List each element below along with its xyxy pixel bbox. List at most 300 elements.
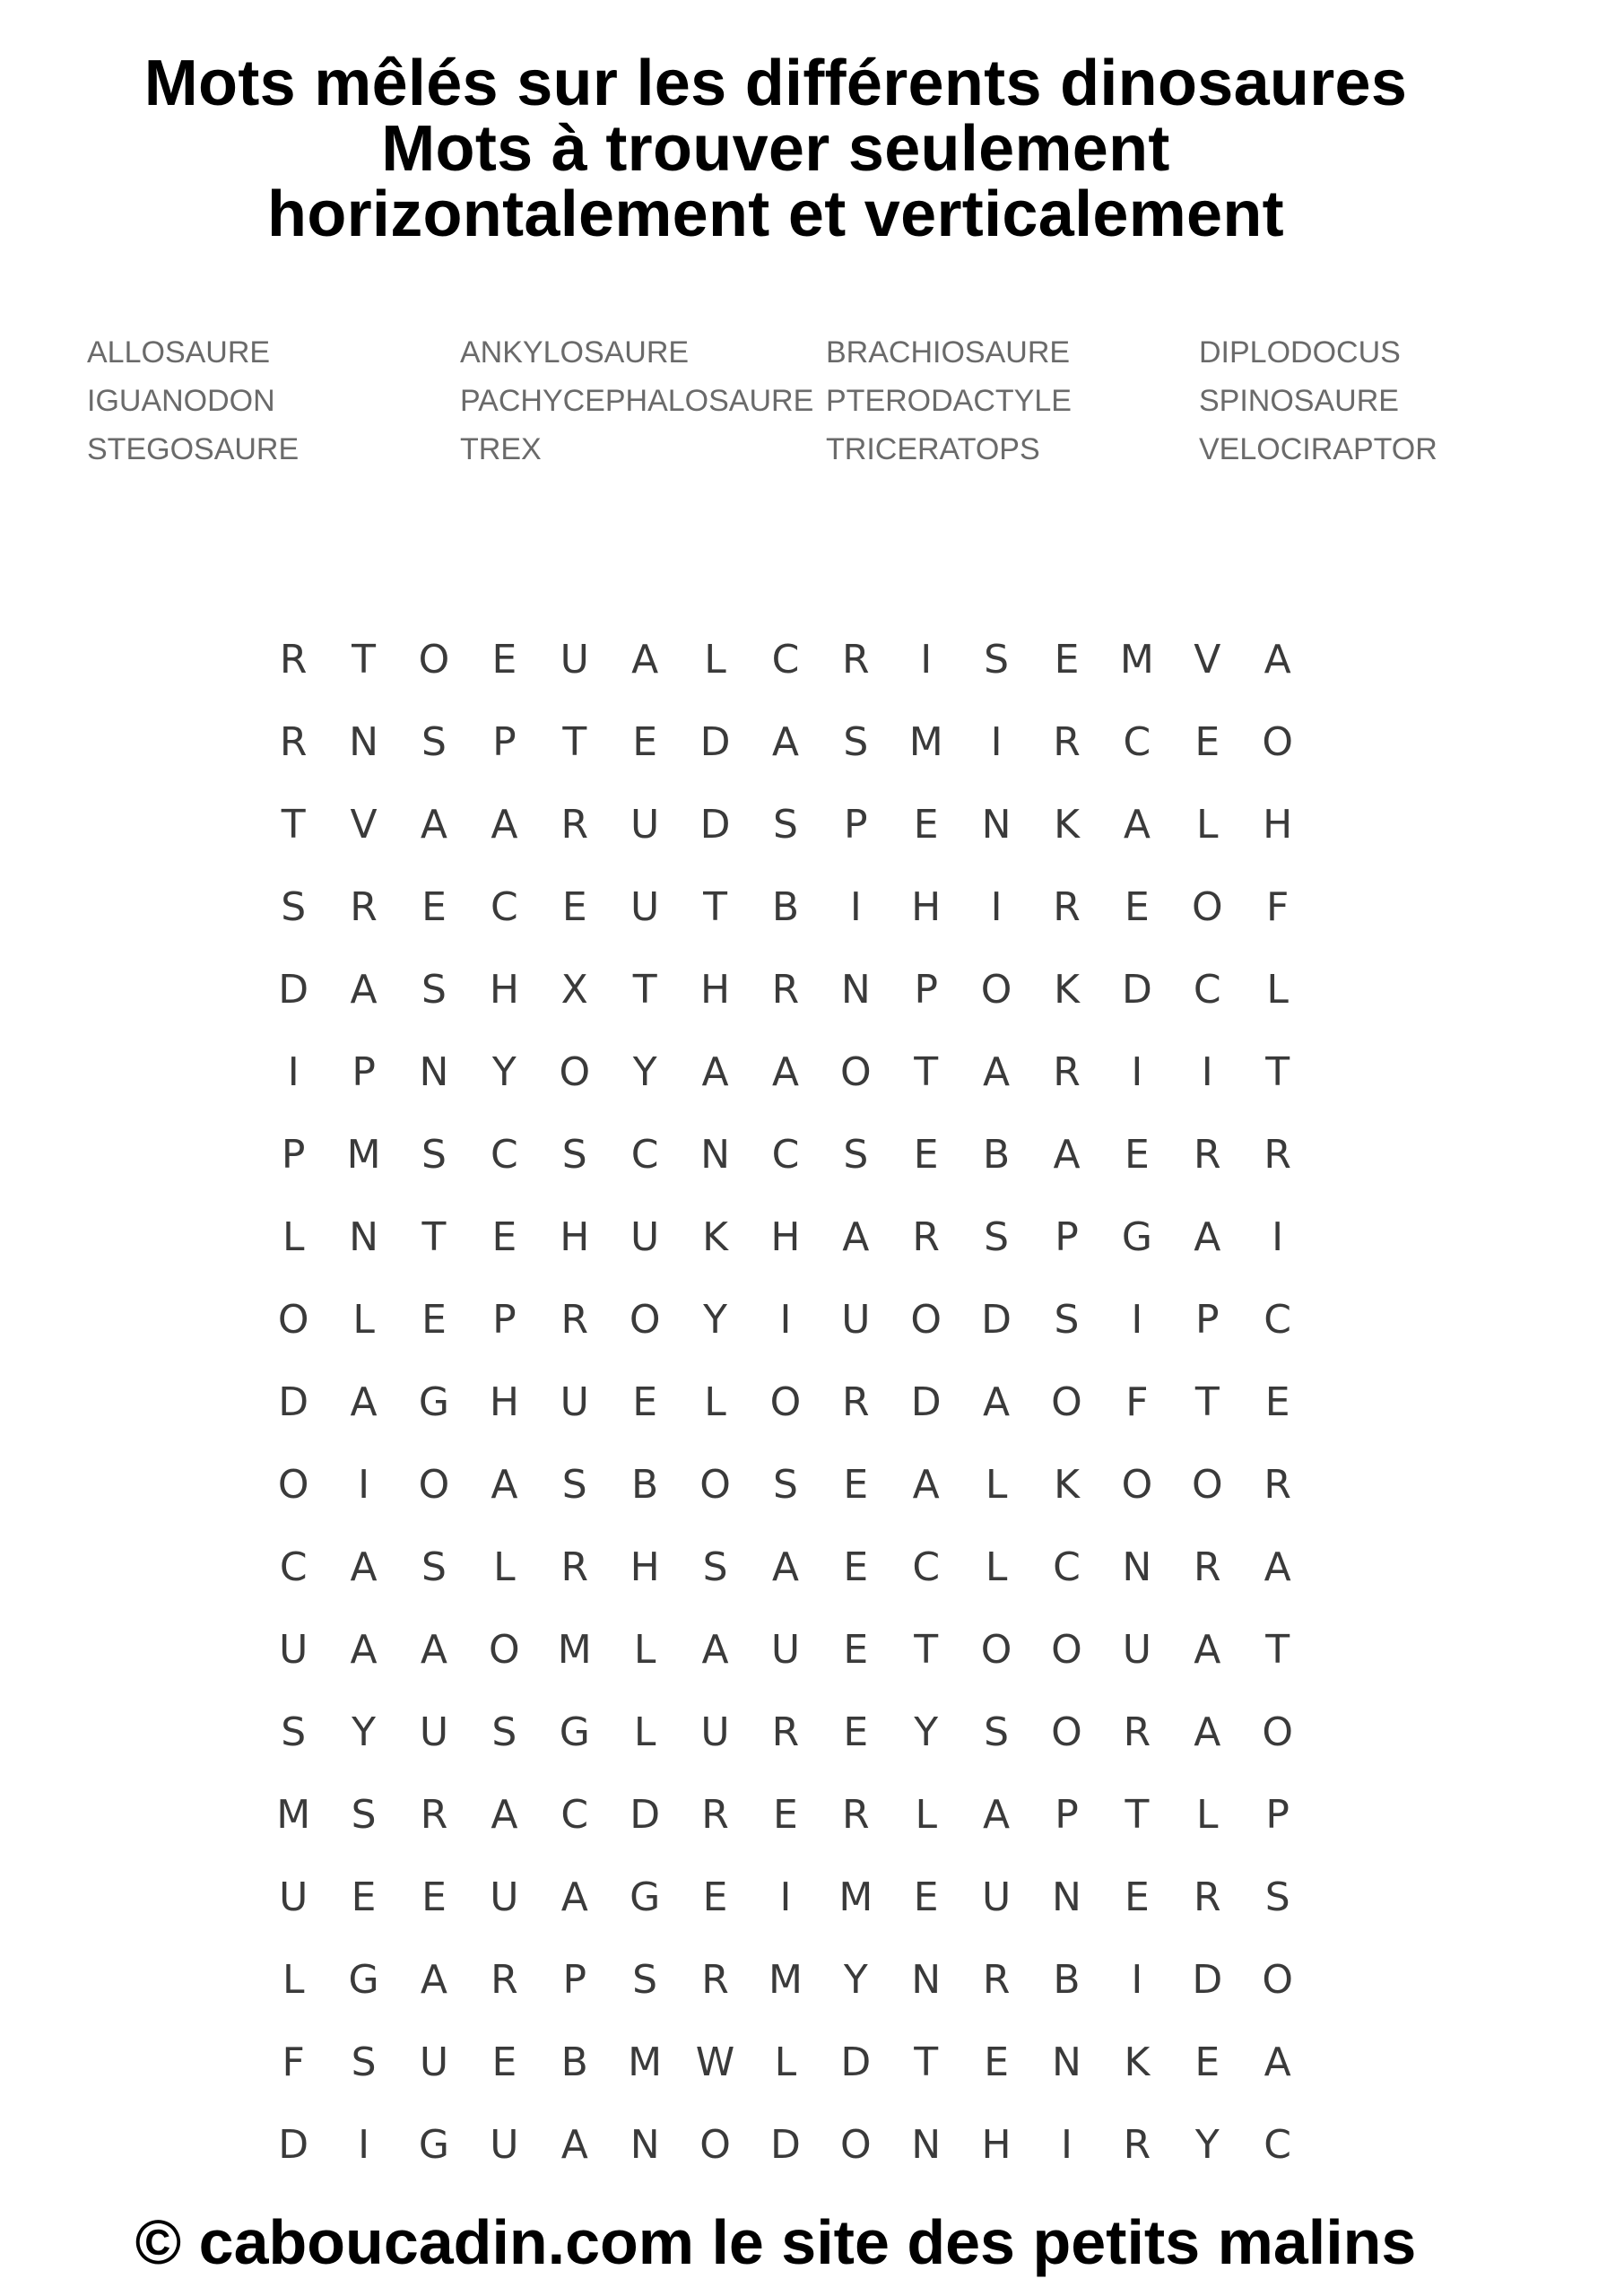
grid-letter: D	[699, 802, 731, 848]
grid-row	[258, 1692, 1313, 1774]
grid-letter: G	[418, 2122, 450, 2168]
grid-letter: R	[842, 1379, 870, 1425]
grid-letter: G	[1121, 1214, 1152, 1260]
grid-letter: P	[1265, 1792, 1290, 1838]
grid-letter: M	[768, 1957, 803, 2003]
grid-letter: S	[281, 1709, 307, 1755]
page-subtitle-line-2: horizontalement et verticalement	[267, 178, 1284, 250]
grid-letter: S	[421, 1132, 447, 1178]
grid-letter: O	[980, 967, 1012, 1013]
grid-letter: R	[1193, 1874, 1221, 1920]
grid-letter: P	[844, 802, 868, 848]
grid-letter: C	[1193, 967, 1221, 1013]
grid-letter: E	[421, 1297, 447, 1343]
grid-letter: E	[421, 1874, 447, 1920]
grid-letter: S	[702, 1544, 728, 1590]
grid-letter: G	[348, 1957, 379, 2003]
grid-letter: R	[1053, 1049, 1081, 1095]
grid-letter: O	[418, 637, 450, 683]
grid-row	[258, 1774, 1313, 1857]
grid-letter: P	[914, 967, 938, 1013]
grid-letter: T	[914, 1627, 939, 1673]
grid-letter: A	[912, 1462, 940, 1508]
grid-letter: O	[1051, 1709, 1082, 1755]
grid-letter: T	[352, 637, 377, 683]
grid-letter: A	[771, 1544, 799, 1590]
word-list-item: STEGOSAURE	[87, 432, 300, 466]
grid-letter: O	[277, 1462, 309, 1508]
grid-letter: D	[1192, 1957, 1223, 2003]
grid-letter: A	[631, 637, 659, 683]
grid-letter: H	[981, 2122, 1012, 2168]
grid-letter: H	[911, 884, 942, 930]
grid-letter: N	[911, 2122, 942, 2168]
grid-row	[258, 2104, 1313, 2187]
grid-row	[258, 1196, 1313, 1279]
grid-letter: L	[774, 2039, 797, 2085]
grid-row	[258, 866, 1313, 949]
grid-letter: M	[557, 1627, 592, 1673]
grid-letter: F	[282, 2039, 305, 2085]
grid-letter: U	[560, 637, 589, 683]
grid-letter: R	[1053, 719, 1081, 765]
grid-letter: E	[843, 1709, 869, 1755]
grid-letter: O	[1121, 1462, 1153, 1508]
grid-letter: S	[984, 1709, 1010, 1755]
grid-letter: E	[1194, 719, 1220, 765]
grid-letter: A	[983, 1049, 1011, 1095]
grid-row	[258, 1114, 1313, 1196]
grid-letter: O	[418, 1462, 450, 1508]
grid-letter: T	[1125, 1792, 1150, 1838]
grid-letter: A	[701, 1627, 729, 1673]
grid-letter: A	[1194, 1214, 1221, 1260]
grid-letter: U	[279, 1627, 308, 1673]
grid-letter: O	[840, 1049, 872, 1095]
grid-letter: E	[843, 1544, 869, 1590]
grid-letter: M	[908, 719, 943, 765]
grid-letter: Y	[843, 1957, 868, 2003]
grid-letter: R	[560, 802, 589, 848]
grid-letter: R	[350, 884, 378, 930]
grid-letter: A	[842, 1214, 870, 1260]
grid-letter: O	[910, 1297, 942, 1343]
grid-letter: H	[560, 1214, 590, 1260]
grid-letter: D	[910, 1379, 942, 1425]
grid-letter: U	[419, 1709, 449, 1755]
word-list-item: BRACHIOSAURE	[826, 335, 1071, 370]
grid-letter: Y	[352, 1709, 377, 1755]
grid-letter: L	[915, 1792, 937, 1838]
grid-letter: E	[913, 1874, 939, 1920]
grid-letter: A	[1264, 2039, 1291, 2085]
grid-letter: T	[1265, 1049, 1290, 1095]
grid-letter: P	[1055, 1214, 1079, 1260]
grid-letter: I	[358, 2122, 370, 2168]
grid-letter: A	[350, 1627, 378, 1673]
grid-letter: R	[701, 1792, 729, 1838]
grid-letter: N	[419, 1049, 449, 1095]
grid-letter: A	[560, 2122, 588, 2168]
grid-letter: S	[561, 1132, 587, 1178]
grid-letter: D	[840, 2039, 872, 2085]
grid-row	[258, 1857, 1313, 1939]
grid-letter: O	[980, 1627, 1012, 1673]
grid-letter: D	[278, 2122, 309, 2168]
grid-letter: C	[630, 1132, 659, 1178]
grid-letter: L	[633, 1709, 656, 1755]
grid-letter: I	[920, 637, 933, 683]
word-list-item: ALLOSAURE	[87, 335, 271, 370]
grid-letter: N	[840, 967, 871, 1013]
grid-letter: E	[491, 1214, 517, 1260]
grid-letter: A	[350, 1379, 378, 1425]
grid-letter: M	[276, 1792, 311, 1838]
word-list-item: ANKYLOSAURE	[460, 335, 690, 370]
grid-letter: I	[287, 1049, 300, 1095]
grid-letter: V	[350, 802, 378, 848]
grid-letter: K	[702, 1214, 728, 1260]
grid-letter: S	[772, 1462, 798, 1508]
grid-letter: S	[843, 719, 869, 765]
grid-letter: O	[1191, 1462, 1223, 1508]
grid-letter: T	[703, 884, 727, 930]
grid-letter: A	[560, 1874, 588, 1920]
grid-letter: D	[630, 1792, 661, 1838]
grid-letter: C	[1053, 1544, 1081, 1590]
grid-letter: S	[1264, 1874, 1290, 1920]
grid-letter: R	[982, 1957, 1011, 2003]
grid-letter: R	[279, 719, 308, 765]
grid-letter: P	[352, 1049, 376, 1095]
grid-letter: I	[779, 1874, 792, 1920]
grid-letter: Y	[1194, 2122, 1220, 2168]
letter-grid	[258, 619, 1313, 2269]
grid-letter: H	[630, 1544, 660, 1590]
grid-letter: U	[279, 1874, 308, 1920]
grid-letter: S	[1054, 1297, 1080, 1343]
grid-letter: U	[490, 2122, 519, 2168]
grid-letter: O	[840, 2122, 872, 2168]
grid-letter: L	[282, 1214, 305, 1260]
grid-letter: S	[421, 967, 447, 1013]
page-subtitle-line-1: Mots à trouver seulement	[381, 113, 1170, 185]
grid-letter: X	[560, 967, 588, 1013]
grid-letter: D	[1121, 967, 1152, 1013]
grid-letter: C	[1264, 2122, 1292, 2168]
grid-letter: R	[1053, 884, 1081, 930]
word-list-item: PACHYCEPHALOSAURE	[460, 384, 814, 418]
grid-letter: O	[559, 1049, 591, 1095]
grid-letter: W	[695, 2039, 735, 2085]
grid-letter: K	[1124, 2039, 1151, 2085]
grid-letter: I	[1131, 1049, 1143, 1095]
grid-letter: H	[489, 1379, 519, 1425]
grid-row	[258, 619, 1313, 701]
word-list-item: VELOCIRAPTOR	[1199, 432, 1437, 466]
grid-letter: I	[1201, 1049, 1213, 1095]
grid-letter: C	[560, 1792, 589, 1838]
grid-letter: K	[1054, 802, 1080, 848]
grid-letter: L	[633, 1627, 656, 1673]
grid-letter: O	[699, 1462, 731, 1508]
grid-letter: E	[632, 719, 658, 765]
grid-letter: E	[1194, 2039, 1220, 2085]
grid-letter: A	[350, 1544, 378, 1590]
grid-letter: O	[629, 1297, 661, 1343]
grid-letter: E	[491, 637, 517, 683]
grid-letter: A	[420, 1627, 448, 1673]
grid-letter: T	[632, 967, 657, 1013]
grid-letter: A	[420, 802, 448, 848]
grid-row	[258, 1279, 1313, 1361]
grid-letter: U	[630, 802, 660, 848]
grid-letter: S	[984, 1214, 1010, 1260]
grid-letter: D	[981, 1297, 1012, 1343]
grid-letter: N	[981, 802, 1012, 848]
grid-letter: A	[491, 1462, 518, 1508]
grid-row	[258, 784, 1313, 866]
grid-letter: I	[1131, 1297, 1143, 1343]
grid-letter: Y	[491, 1049, 517, 1095]
grid-letter: S	[632, 1957, 658, 2003]
grid-letter: L	[985, 1544, 1008, 1590]
grid-letter: A	[350, 967, 378, 1013]
grid-letter: C	[912, 1544, 941, 1590]
grid-letter: E	[913, 1132, 939, 1178]
grid-letter: C	[491, 1132, 518, 1178]
grid-letter: E	[351, 1874, 377, 1920]
grid-letter: U	[630, 884, 660, 930]
grid-letter: M	[628, 2039, 663, 2085]
grid-letter: P	[492, 719, 517, 765]
grid-letter: P	[562, 1957, 587, 2003]
grid-letter: S	[491, 1709, 517, 1755]
grid-letter: P	[492, 1297, 517, 1343]
grid-letter: I	[1131, 1957, 1143, 2003]
grid-row	[258, 1444, 1313, 1526]
grid-letter: A	[491, 802, 518, 848]
grid-letter: I	[849, 884, 862, 930]
grid-letter: E	[421, 884, 447, 930]
word-list-item: SPINOSAURE	[1199, 384, 1399, 418]
grid-letter: Y	[914, 1709, 939, 1755]
grid-letter: Y	[632, 1049, 657, 1095]
grid-row	[258, 1361, 1313, 1444]
grid-letter: O	[699, 2122, 731, 2168]
grid-letter: E	[1054, 637, 1080, 683]
grid-letter: E	[1124, 884, 1150, 930]
grid-row	[258, 1526, 1313, 1609]
grid-letter: A	[771, 719, 799, 765]
grid-letter: D	[769, 2122, 801, 2168]
grid-letter: L	[282, 1957, 305, 2003]
grid-letter: P	[281, 1132, 306, 1178]
grid-letter: R	[420, 1792, 448, 1838]
grid-letter: L	[985, 1462, 1008, 1508]
grid-letter: E	[913, 802, 939, 848]
grid-letter: D	[278, 1379, 309, 1425]
grid-letter: E	[1124, 1132, 1150, 1178]
grid-letter: K	[1054, 1462, 1080, 1508]
grid-letter: Y	[703, 1297, 727, 1343]
grid-letter: M	[838, 1874, 873, 1920]
grid-letter: H	[1263, 802, 1293, 848]
grid-letter: C	[1123, 719, 1151, 765]
grid-letter: S	[561, 1462, 587, 1508]
footer-credit: © caboucadin.com le site des petits malins	[135, 2207, 1417, 2277]
grid-letter: B	[560, 2039, 588, 2085]
grid-letter: P	[1195, 1297, 1220, 1343]
grid-letter: T	[914, 2039, 939, 2085]
grid-letter: C	[279, 1544, 308, 1590]
grid-letter: T	[281, 802, 306, 848]
grid-letter: S	[772, 802, 798, 848]
grid-row	[258, 1609, 1313, 1692]
grid-letter: R	[1264, 1132, 1291, 1178]
grid-letter: I	[1272, 1214, 1284, 1260]
grid-letter: R	[1193, 1132, 1221, 1178]
page-title: Mots mêlés sur les différents dinosaures	[143, 48, 1408, 119]
word-list-item: TRICERATOPS	[826, 432, 1040, 466]
grid-letter: R	[771, 1709, 800, 1755]
grid-letter: A	[420, 1957, 448, 2003]
grid-letter: I	[1061, 2122, 1073, 2168]
grid-letter: R	[771, 967, 800, 1013]
grid-letter: C	[771, 1132, 800, 1178]
grid-letter: T	[1194, 1379, 1220, 1425]
grid-letter: L	[493, 1544, 516, 1590]
grid-letter: O	[1262, 1709, 1293, 1755]
grid-row	[258, 949, 1313, 1031]
grid-letter: L	[704, 1379, 726, 1425]
word-list-item: TREX	[460, 432, 542, 466]
grid-letter: H	[699, 967, 731, 1013]
grid-letter: E	[773, 1792, 798, 1838]
grid-row	[258, 1031, 1313, 1114]
grid-letter: T	[421, 1214, 447, 1260]
grid-letter: A	[1053, 1132, 1081, 1178]
grid-letter: N	[349, 719, 379, 765]
grid-letter: R	[491, 1957, 518, 2003]
grid-letter: E	[843, 1462, 869, 1508]
grid-letter: O	[1051, 1627, 1082, 1673]
grid-letter: H	[489, 967, 519, 1013]
grid-letter: O	[1262, 719, 1293, 765]
grid-letter: B	[1053, 1957, 1081, 2003]
grid-letter: O	[277, 1297, 309, 1343]
grid-letter: U	[1122, 1627, 1151, 1673]
grid-letter: R	[1123, 2122, 1151, 2168]
word-list-item: PTERODACTYLE	[826, 384, 1072, 418]
grid-letter: E	[702, 1874, 728, 1920]
grid-letter: R	[912, 1214, 940, 1260]
grid-letter: U	[770, 1627, 801, 1673]
grid-letter: K	[1054, 967, 1080, 1013]
grid-letter: I	[358, 1462, 370, 1508]
grid-letter: B	[771, 884, 800, 930]
grid-letter: N	[700, 1132, 730, 1178]
grid-letter: S	[984, 637, 1010, 683]
grid-letter: A	[771, 1049, 799, 1095]
grid-letter: A	[1194, 1709, 1221, 1755]
word-list-item: IGUANODON	[87, 384, 275, 418]
grid-letter: S	[843, 1132, 869, 1178]
grid-letter: T	[914, 1049, 939, 1095]
grid-letter: G	[630, 1874, 661, 1920]
grid-letter: S	[351, 2039, 377, 2085]
grid-letter: S	[421, 719, 447, 765]
grid-letter: M	[346, 1132, 381, 1178]
grid-letter: N	[1052, 1874, 1081, 1920]
grid-letter: L	[352, 1297, 375, 1343]
grid-letter: E	[491, 2039, 517, 2085]
grid-letter: U	[490, 1874, 519, 1920]
grid-letter: N	[911, 1957, 942, 2003]
grid-letter: R	[842, 1792, 870, 1838]
grid-row	[258, 701, 1313, 784]
grid-letter: L	[1196, 1792, 1219, 1838]
grid-letter: E	[1264, 1379, 1290, 1425]
grid-letter: L	[1266, 967, 1289, 1013]
grid-letter: S	[351, 1792, 377, 1838]
grid-letter: U	[700, 1709, 730, 1755]
grid-letter: C	[491, 884, 518, 930]
grid-letter: U	[630, 1214, 660, 1260]
grid-letter: A	[701, 1049, 729, 1095]
grid-letter: A	[983, 1792, 1011, 1838]
grid-letter: A	[1264, 1544, 1291, 1590]
word-list-item: DIPLODOCUS	[1199, 335, 1401, 370]
grid-letter: T	[562, 719, 587, 765]
grid-letter: G	[559, 1709, 590, 1755]
grid-letter: A	[983, 1379, 1011, 1425]
grid-letter: D	[278, 967, 309, 1013]
grid-letter: A	[491, 1792, 518, 1838]
grid-letter: O	[1262, 1957, 1293, 2003]
grid-letter: G	[418, 1379, 450, 1425]
grid-letter: I	[990, 719, 1003, 765]
grid-letter: U	[981, 1874, 1012, 1920]
word-list	[87, 328, 1450, 474]
grid-letter: I	[990, 884, 1003, 930]
grid-letter: C	[771, 637, 800, 683]
grid-letter: U	[841, 1297, 871, 1343]
grid-letter: L	[704, 637, 726, 683]
grid-letter: U	[560, 1379, 589, 1425]
grid-letter: E	[1124, 1874, 1150, 1920]
grid-row	[258, 1939, 1313, 2022]
grid-letter: N	[1052, 2039, 1081, 2085]
grid-letter: H	[770, 1214, 801, 1260]
grid-letter: R	[1123, 1709, 1151, 1755]
grid-letter: E	[561, 884, 587, 930]
grid-letter: E	[843, 1627, 869, 1673]
grid-letter: R	[1193, 1544, 1221, 1590]
grid-letter: D	[699, 719, 731, 765]
grid-letter: B	[631, 1462, 659, 1508]
grid-letter: S	[421, 1544, 447, 1590]
grid-letter: E	[632, 1379, 658, 1425]
grid-letter: U	[419, 2039, 449, 2085]
grid-letter: C	[1264, 1297, 1292, 1343]
grid-letter: N	[1122, 1544, 1152, 1590]
grid-letter: P	[1055, 1792, 1079, 1838]
grid-letter: R	[1264, 1462, 1291, 1508]
grid-letter: N	[630, 2122, 660, 2168]
grid-letter: O	[1191, 884, 1223, 930]
grid-letter: A	[1194, 1627, 1221, 1673]
